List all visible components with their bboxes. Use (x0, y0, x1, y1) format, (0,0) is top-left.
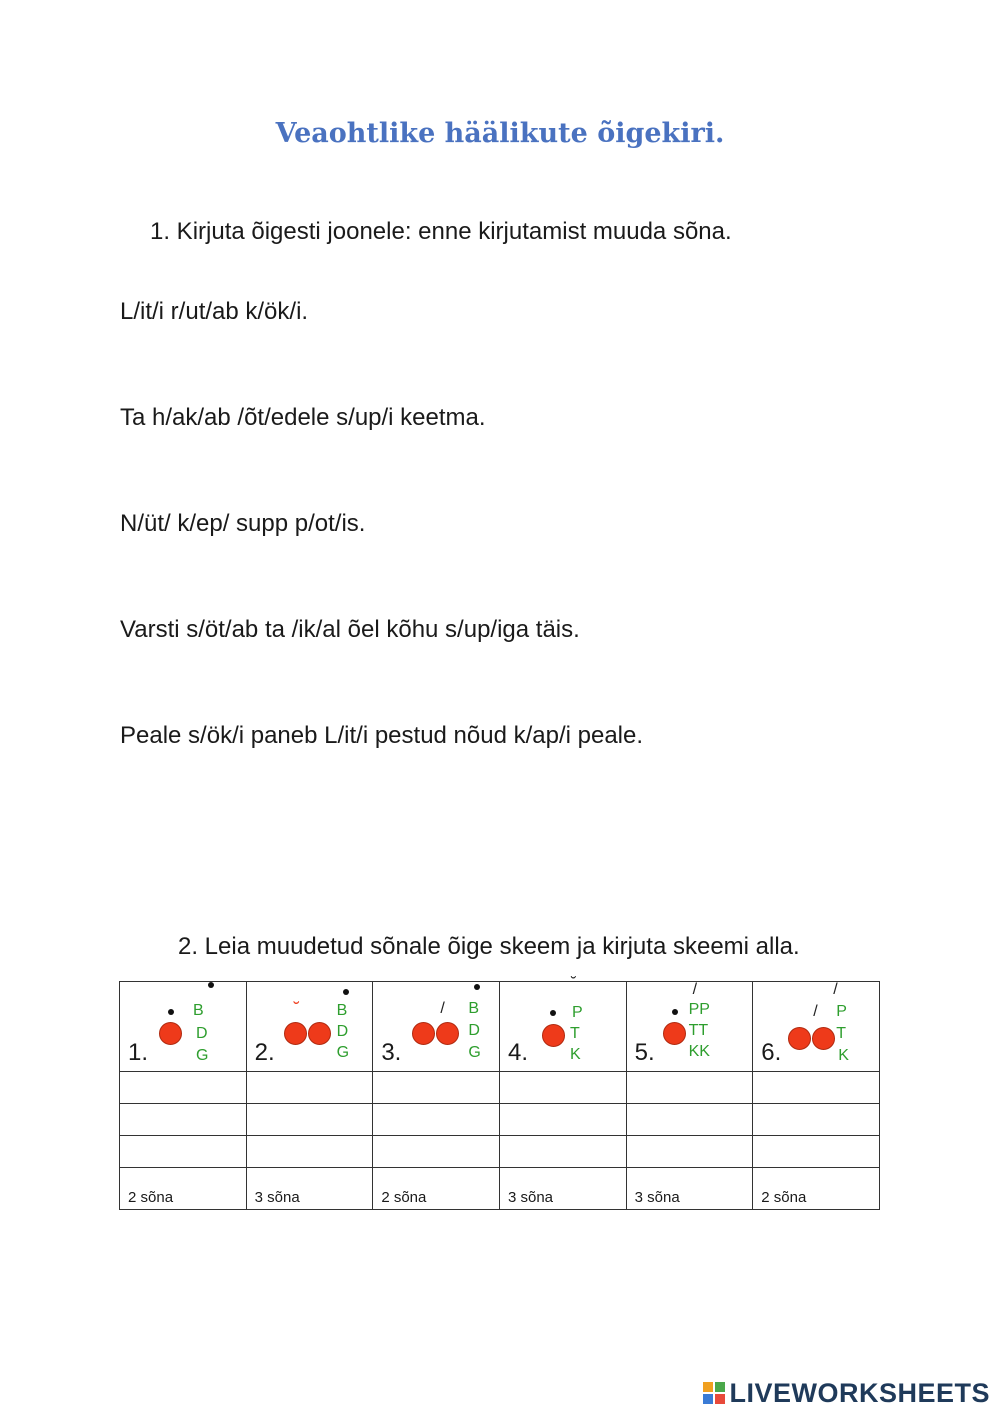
stress-dot-icon (672, 1009, 678, 1015)
syllable-circle-icon (542, 1024, 565, 1047)
length-mark-icon: / (692, 981, 698, 998)
letter: G (336, 1044, 350, 1061)
answer-field[interactable] (120, 1072, 247, 1104)
length-mark-icon: / (440, 1000, 445, 1017)
word-count-label: 2 sõna (373, 1168, 500, 1210)
letter: D (196, 1025, 208, 1042)
scheme-number: 1. (128, 1039, 149, 1066)
letter: P (836, 1003, 847, 1020)
logo-square (715, 1394, 725, 1404)
scheme-number: 2. (254, 1039, 275, 1066)
scheme-cell-6 (753, 982, 880, 1072)
stress-dot-icon (343, 989, 349, 995)
word-count-label: 3 sõna (626, 1168, 753, 1210)
task-2-instruction: 2. Leia muudetud sõnale õige skeem ja kirjuta skeemi alla. (178, 933, 800, 960)
scheme-table (119, 975, 880, 1210)
liveworksheets-logo (703, 1378, 990, 1408)
syllable-circle-icon (284, 1022, 307, 1045)
scheme-number: 3. (381, 1039, 402, 1066)
sentence-2: Ta h/ak/ab /õt/edele s/up/i keetma. (120, 404, 486, 431)
logo-square (703, 1382, 713, 1392)
word-count-label: 3 sõna (499, 1168, 626, 1210)
scheme-cell-4 (499, 975, 626, 1072)
word-count-label: 2 sõna (753, 1168, 880, 1210)
stress-dot-icon (208, 982, 214, 988)
answer-field[interactable] (373, 1136, 500, 1168)
logo-squares-icon (703, 1382, 725, 1404)
answer-field[interactable] (626, 1104, 753, 1136)
answer-field[interactable] (626, 1072, 753, 1104)
letter: TT (688, 1022, 709, 1039)
stress-dot-icon (168, 1009, 174, 1015)
length-mark-icon: / (813, 1003, 818, 1020)
letter: B (468, 1000, 479, 1017)
scheme-cell-1 (120, 982, 247, 1072)
scheme-cell-5 (626, 982, 753, 1072)
scheme-number: 6. (761, 1039, 782, 1066)
answer-field[interactable] (753, 1072, 880, 1104)
letter: T (569, 1025, 580, 1042)
logo-square (715, 1382, 725, 1392)
syllable-circle-icon (159, 1022, 182, 1045)
sentence-3: N/üt/ k/ep/ supp p/ot/is. (120, 510, 366, 537)
letter: B (336, 1002, 348, 1019)
short-mark-icon: ˘ (293, 999, 300, 1019)
logo-square (703, 1394, 713, 1404)
letter: K (569, 1046, 581, 1063)
letter: T (836, 1025, 847, 1042)
letter: B (193, 1002, 204, 1019)
letter: P (571, 1004, 583, 1021)
answer-field[interactable] (753, 1136, 880, 1168)
sentence-5: Peale s/ök/i paneb L/it/i pestud nõud k/ap/i peale. (120, 722, 644, 749)
scheme-number: 4. (507, 1039, 528, 1066)
syllable-circle-icon (788, 1027, 811, 1050)
worksheet-title: Veaohtlike häälikute õigekiri. (275, 118, 725, 149)
scheme-cell-3 (373, 982, 500, 1072)
answer-field[interactable] (120, 1136, 247, 1168)
stress-dot-icon (550, 1010, 556, 1016)
syllable-circle-icon (308, 1022, 331, 1045)
answer-field[interactable] (246, 1072, 373, 1104)
sentence-4: Varsti s/öt/ab ta /ik/al õel kõhu s/up/iga täis. (120, 616, 580, 643)
word-count-label: 3 sõna (246, 1168, 373, 1210)
answer-field[interactable] (753, 1104, 880, 1136)
answer-field[interactable] (246, 1136, 373, 1168)
letter: PP (688, 1001, 710, 1018)
sentence-1: L/it/i r/ut/ab k/ök/i. (120, 298, 309, 325)
logo-text: LIVEWORKSHEETS (729, 1377, 990, 1408)
syllable-circle-icon (412, 1022, 435, 1045)
letter: G (196, 1047, 209, 1064)
syllable-circle-icon (436, 1022, 459, 1045)
letter: G (468, 1044, 481, 1061)
task-1-instruction: 1. Kirjuta õigesti joonele: enne kirjutamist muuda sõna. (150, 218, 732, 245)
answer-field[interactable] (499, 1072, 626, 1104)
stress-dot-icon (474, 984, 480, 990)
answer-field[interactable] (120, 1104, 247, 1136)
answer-field[interactable] (499, 1104, 626, 1136)
letter: K (838, 1047, 849, 1064)
answer-field[interactable] (373, 1072, 500, 1104)
answer-field[interactable] (373, 1104, 500, 1136)
answer-field[interactable] (626, 1136, 753, 1168)
answer-field[interactable] (499, 1136, 626, 1168)
short-mark-icon: ˘ (570, 975, 577, 992)
answer-field[interactable] (246, 1104, 373, 1136)
letter: KK (688, 1043, 710, 1060)
letter: D (336, 1023, 349, 1040)
scheme-cell-2 (246, 982, 373, 1072)
letter: D (468, 1022, 480, 1039)
syllable-circle-icon (812, 1027, 835, 1050)
word-count-label: 2 sõna (120, 1168, 247, 1210)
scheme-number: 5. (634, 1039, 655, 1066)
length-mark-icon: / (833, 981, 838, 998)
syllable-circle-icon (663, 1022, 686, 1045)
